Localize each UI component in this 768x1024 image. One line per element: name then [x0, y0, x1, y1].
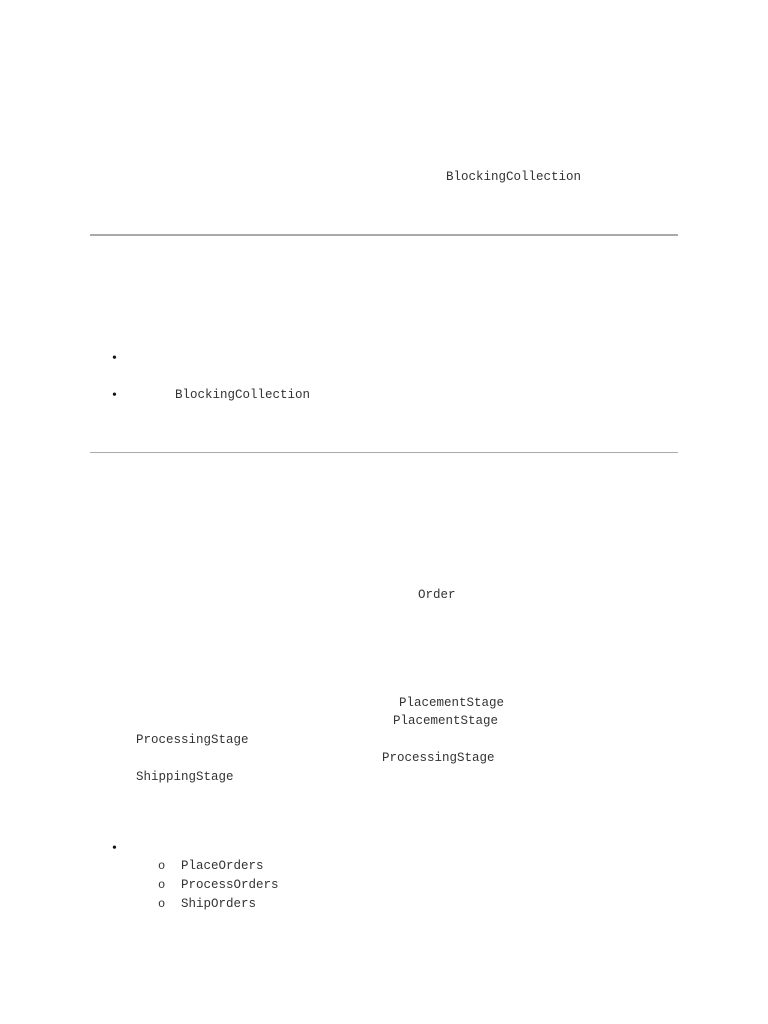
- section-divider: [90, 234, 678, 236]
- inline-code-stage: ProcessingStage: [136, 733, 249, 747]
- bullet-icon: •: [112, 841, 117, 856]
- bullet-icon: •: [112, 351, 117, 366]
- inline-code-stage: PlacementStage: [393, 714, 499, 728]
- section-divider: [90, 452, 678, 453]
- inline-code-stage: ProcessingStage: [382, 751, 495, 765]
- method-name: ShipOrders: [181, 897, 257, 911]
- inline-code-blockingcollection: BlockingCollection: [175, 388, 311, 402]
- method-name: PlaceOrders: [181, 859, 264, 873]
- inline-code-stage: PlacementStage: [399, 696, 505, 710]
- inline-code-blockingcollection: BlockingCollection: [446, 170, 582, 184]
- sub-bullet-icon: o: [158, 897, 166, 911]
- sub-bullet-icon: o: [158, 878, 166, 892]
- inline-code-stage: ShippingStage: [136, 770, 234, 784]
- inline-code-order: Order: [418, 588, 456, 602]
- method-name: ProcessOrders: [181, 878, 279, 892]
- sub-bullet-icon: o: [158, 859, 166, 873]
- bullet-icon: •: [112, 388, 117, 403]
